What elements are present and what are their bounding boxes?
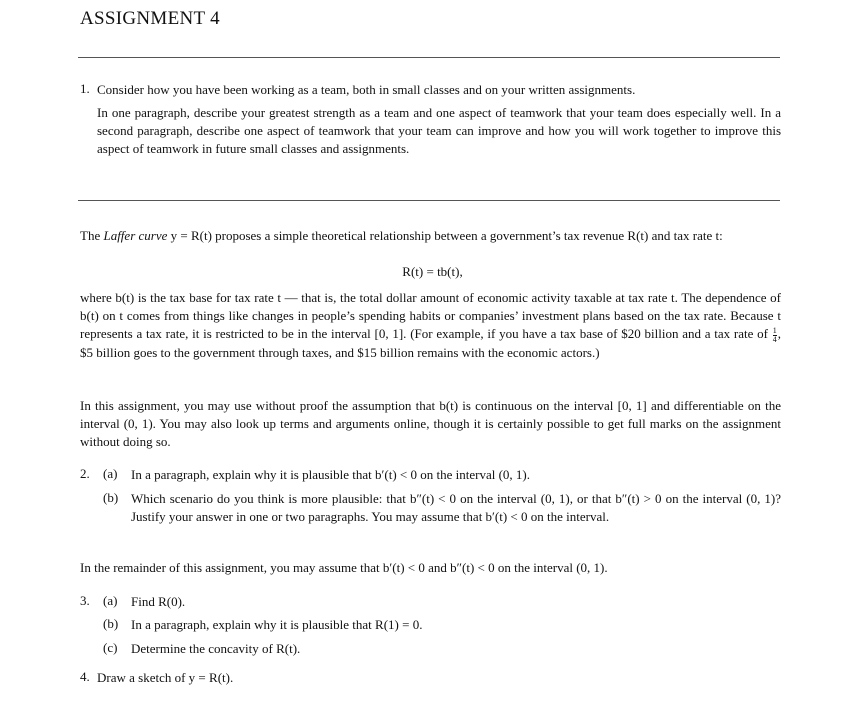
- q4-text: Draw a sketch of y = R(t).: [97, 670, 234, 685]
- q2-number: 2.: [80, 466, 90, 481]
- remainder-assumption: In the remainder of this assignment, you may assume that b′(t) < 0 and b″(t) < 0 on the interval (0, 1).: [80, 560, 608, 575]
- q2-a-label: (a): [103, 466, 118, 481]
- q2-a-text: In a paragraph, explain why it is plausible that b′(t) < 0 on the interval (0, 1).: [131, 467, 530, 482]
- divider-top: [78, 57, 780, 58]
- q2-b-label: (b): [103, 490, 119, 505]
- q3-c-text: Determine the concavity of R(t).: [131, 641, 301, 656]
- q3-b-text: In a paragraph, explain why it is plausible that R(1) = 0.: [131, 617, 423, 632]
- intro-text-a: The: [80, 228, 104, 243]
- q1-lead: Consider how you have been working as a team, both in small classes and on your written assignments.: [97, 82, 636, 97]
- q3-number: 3.: [80, 593, 90, 608]
- fraction-numerator: 1: [772, 325, 777, 335]
- q3-a-text: Find R(0).: [131, 594, 186, 609]
- assumptions-paragraph: In this assignment, you may use without proof the assumption that b(t) is continuous on the interval [0, 1] and differentiable on the interval (0, 1). You may also look up terms and arguments online, though it is certainly possible to get full marks on the assignment without doing so.: [80, 398, 781, 449]
- intro-text-b: y = R(t) proposes a simple theoretical relationship between a government’s tax revenue R(t) and tax rate t:: [167, 228, 723, 243]
- one-quarter-fraction: [773, 327, 777, 344]
- laffer-curve-term: Laffer curve: [103, 228, 168, 243]
- fraction-denominator: 4: [772, 334, 777, 344]
- divider-middle: [78, 200, 780, 201]
- q1-body: In one paragraph, describe your greatest strength as a team and one aspect of teamwork that your team does especially well. In a second paragraph, describe one aspect of teamwork that your team can improve and how you will work together to improve this aspect of teamwork in future small classes and assignments.: [97, 105, 781, 156]
- tax-base-text-a: where b(t) is the tax base for tax rate t — that is, the total dollar amount of economic activity taxable at tax rate t. The dependence of b(t) on t comes from things like changes in people’s spending habits or companies’ investment plans based on the tax rate. Because t represents a tax rate, it is restricted to be in the interval [0, 1]. (For example, if you have a tax base of $20 billion and a tax rate of: [80, 290, 781, 341]
- revenue-equation: R(t) = tb(t),: [402, 264, 463, 279]
- q3-a-label: (a): [103, 593, 118, 608]
- tax-base-paragraph: [80, 289, 781, 362]
- q2-b-text: Which scenario do you think is more plausible: that b″(t) < 0 on the interval (0, 1), or that b″(t) > 0 on the interval (0, 1)? Justify your answer in one or two paragraphs. You may assume that b′(t) < 0 on the interval.: [131, 491, 781, 524]
- q1-number: 1.: [80, 81, 90, 96]
- q3-b-label: (b): [103, 616, 119, 631]
- q4-number: 4.: [80, 669, 90, 684]
- page-title: ASSIGNMENT 4: [80, 8, 220, 29]
- tax-base-text-b: , $5 billion goes to the government through taxes, and $15 billion remains with the economic actors.): [80, 326, 781, 360]
- laffer-intro: [80, 227, 781, 245]
- q3-c-label: (c): [103, 640, 118, 655]
